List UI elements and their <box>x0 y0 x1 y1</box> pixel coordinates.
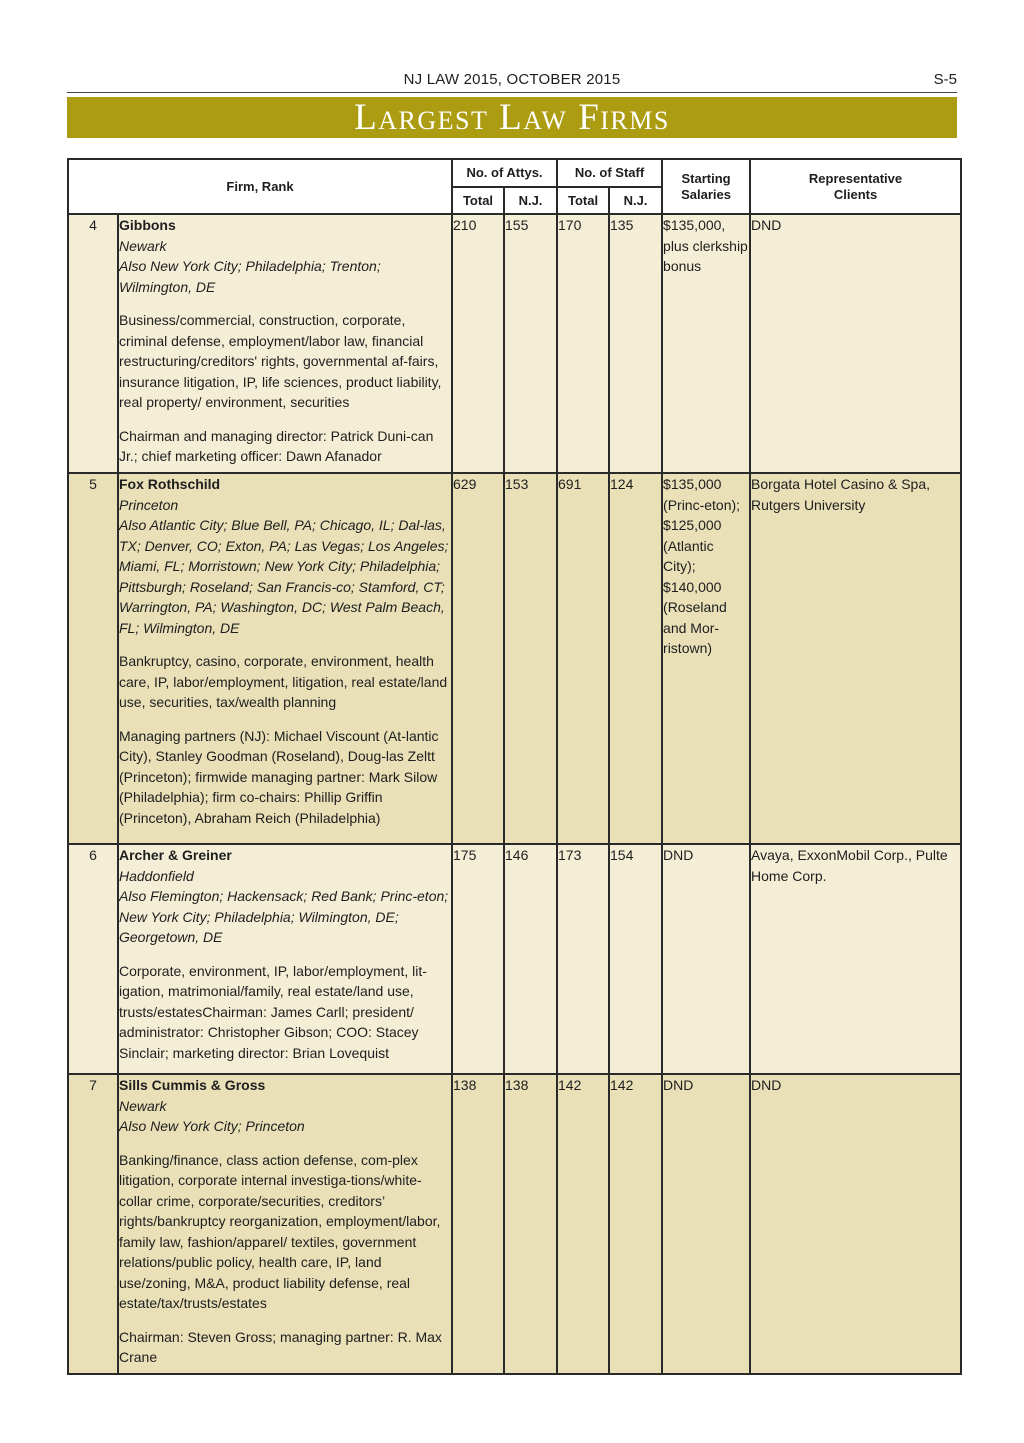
firm-rank: 5 <box>68 473 118 844</box>
attys-total: 138 <box>452 1074 504 1374</box>
firm-name: Fox Rothschild <box>119 476 221 492</box>
firm-city: Newark <box>119 1097 167 1114</box>
firm-management: Chairman and managing director: Patrick Duni-can Jr.; chief marketing officer: Dawn Afanador <box>119 427 434 464</box>
page-number: S-5 <box>933 71 957 88</box>
staff-total: 173 <box>557 844 609 1074</box>
firm-management: Managing partners (NJ): Michael Viscount (At-lantic City), Stanley Goodman (Roseland), Doug-las Zeltt (Princeton); firmwide managing partner: Mark Silow (Philadelphia); firm co-chairs: Phillip Griffin (Princeton), Abraham Reich (Philadelphia) <box>119 727 439 826</box>
starting-salaries: $135,000, plus clerkship bonus <box>662 214 750 473</box>
col-starting-salaries <box>662 159 750 214</box>
col-salaries-line1: Starting <box>681 170 731 186</box>
attys-total: 629 <box>452 473 504 844</box>
firm-details <box>118 844 452 1074</box>
representative-clients: Borgata Hotel Casino & Spa, Rutgers University <box>750 473 961 844</box>
table-row <box>68 1074 961 1374</box>
starting-salaries: DND <box>662 844 750 1074</box>
header-rule <box>67 92 957 93</box>
col-attorneys: No. of Attys. <box>452 159 557 187</box>
firm-practice-areas: Corporate, environment, IP, labor/employment, lit-igation, matrimonial/family, real estate/land use, trusts/estatesChairman: James Carll; president/ administrator: Christopher Gibson; COO: Stacey Sinclair; marketing director: Brian Lovequist <box>119 962 427 1061</box>
title-banner <box>67 97 957 138</box>
col-clients-line1: Representative <box>808 170 903 186</box>
firm-management: Chairman: Steven Gross; managing partner: R. Max Crane <box>119 1328 442 1365</box>
attys-nj: 153 <box>504 473 557 844</box>
firm-details <box>118 473 452 844</box>
law-firms-table <box>67 158 962 1375</box>
firm-rank: 6 <box>68 844 118 1074</box>
firm-practice-areas: Bankruptcy, casino, corporate, environment, health care, IP, labor/employment, litigation, real estate/land use, securities, tax/wealth planning <box>119 653 448 710</box>
col-staff-nj: N.J. <box>609 187 662 214</box>
starting-salaries: DND <box>662 1074 750 1374</box>
table-row <box>68 214 961 473</box>
firm-offices: Also Flemington; Hackensack; Red Bank; Princ-eton; New York City; Philadelphia; Wilmington, DE; Georgetown, DE <box>119 888 449 945</box>
firm-name: Archer & Greiner <box>119 847 232 863</box>
publication-line: NJ LAW 2015, OCTOBER 2015 <box>403 71 621 88</box>
attys-nj: 155 <box>504 214 557 473</box>
attys-total: 210 <box>452 214 504 473</box>
attys-nj: 146 <box>504 844 557 1074</box>
firm-rank: 4 <box>68 214 118 473</box>
firm-offices: Also New York City; Princeton <box>119 1118 305 1134</box>
col-staff: No. of Staff <box>557 159 662 187</box>
col-representative-clients <box>750 159 961 214</box>
staff-total: 142 <box>557 1074 609 1374</box>
table-row <box>68 473 961 844</box>
col-clients-line2: Clients <box>833 186 878 202</box>
firm-rank: 7 <box>68 1074 118 1374</box>
firm-offices: Also Atlantic City; Blue Bell, PA; Chicago, IL; Dal-las, TX; Denver, CO; Exton, PA; Las Vegas; Los Angeles; Miami, FL; Morristown; New York City; Philadelphia; Pittsburgh; Roseland; San Francis-co; Stamford, CT; Warrington, PA; Washington, DC; West Palm Beach, FL; Wilmington, DE <box>119 517 449 636</box>
staff-nj: 135 <box>609 214 662 473</box>
attys-total: 175 <box>452 844 504 1074</box>
col-attys-nj: N.J. <box>504 187 557 214</box>
firm-practice-areas: Business/commercial, construction, corporate, criminal defense, employment/labor law, financial restructuring/creditors' rights, governmental af-fairs, insurance litigation, IP, life sciences, product liability, real property/ environment, securities <box>119 312 442 410</box>
attys-nj: 138 <box>504 1074 557 1374</box>
representative-clients: DND <box>750 1074 961 1374</box>
table-row <box>68 844 961 1074</box>
staff-total: 170 <box>557 214 609 473</box>
col-attys-total: Total <box>452 187 504 214</box>
firm-city: Newark <box>119 237 167 254</box>
firm-practice-areas: Banking/finance, class action defense, com-plex litigation, corporate internal investiga-tions/white-collar crime, corporate/securities, creditors’ rights/bankruptcy reorganization, employment/labor, family law, fashion/apparel/ textiles, government relations/public policy, health care, IP, land use/zoning, M&A, product liability defense, real estate/tax/trusts/estates <box>119 1151 441 1311</box>
firm-offices: Also New York City; Philadelphia; Trenton; Wilmington, DE <box>119 258 381 295</box>
starting-salaries: $135,000 (Princ-eton); $125,000 (Atlantic City); $140,000 (Roseland and Mor-ristown) <box>662 473 750 844</box>
col-firm-rank: Firm, Rank <box>68 159 452 214</box>
col-salaries-line2: Salaries <box>681 186 731 202</box>
staff-nj: 124 <box>609 473 662 844</box>
firm-name: Gibbons <box>119 217 176 233</box>
representative-clients: DND <box>750 214 961 473</box>
page-title: Largest Law Firms <box>354 97 670 138</box>
running-header <box>67 68 957 92</box>
staff-total: 691 <box>557 473 609 844</box>
firm-details <box>118 1074 452 1374</box>
firm-city: Princeton <box>119 496 179 513</box>
firm-details <box>118 214 452 473</box>
firm-name: Sills Cummis & Gross <box>119 1077 266 1093</box>
staff-nj: 142 <box>609 1074 662 1374</box>
firm-city: Haddonfield <box>119 867 194 884</box>
col-staff-total: Total <box>557 187 609 214</box>
staff-nj: 154 <box>609 844 662 1074</box>
representative-clients: Avaya, ExxonMobil Corp., Pulte Home Corp. <box>750 844 961 1074</box>
